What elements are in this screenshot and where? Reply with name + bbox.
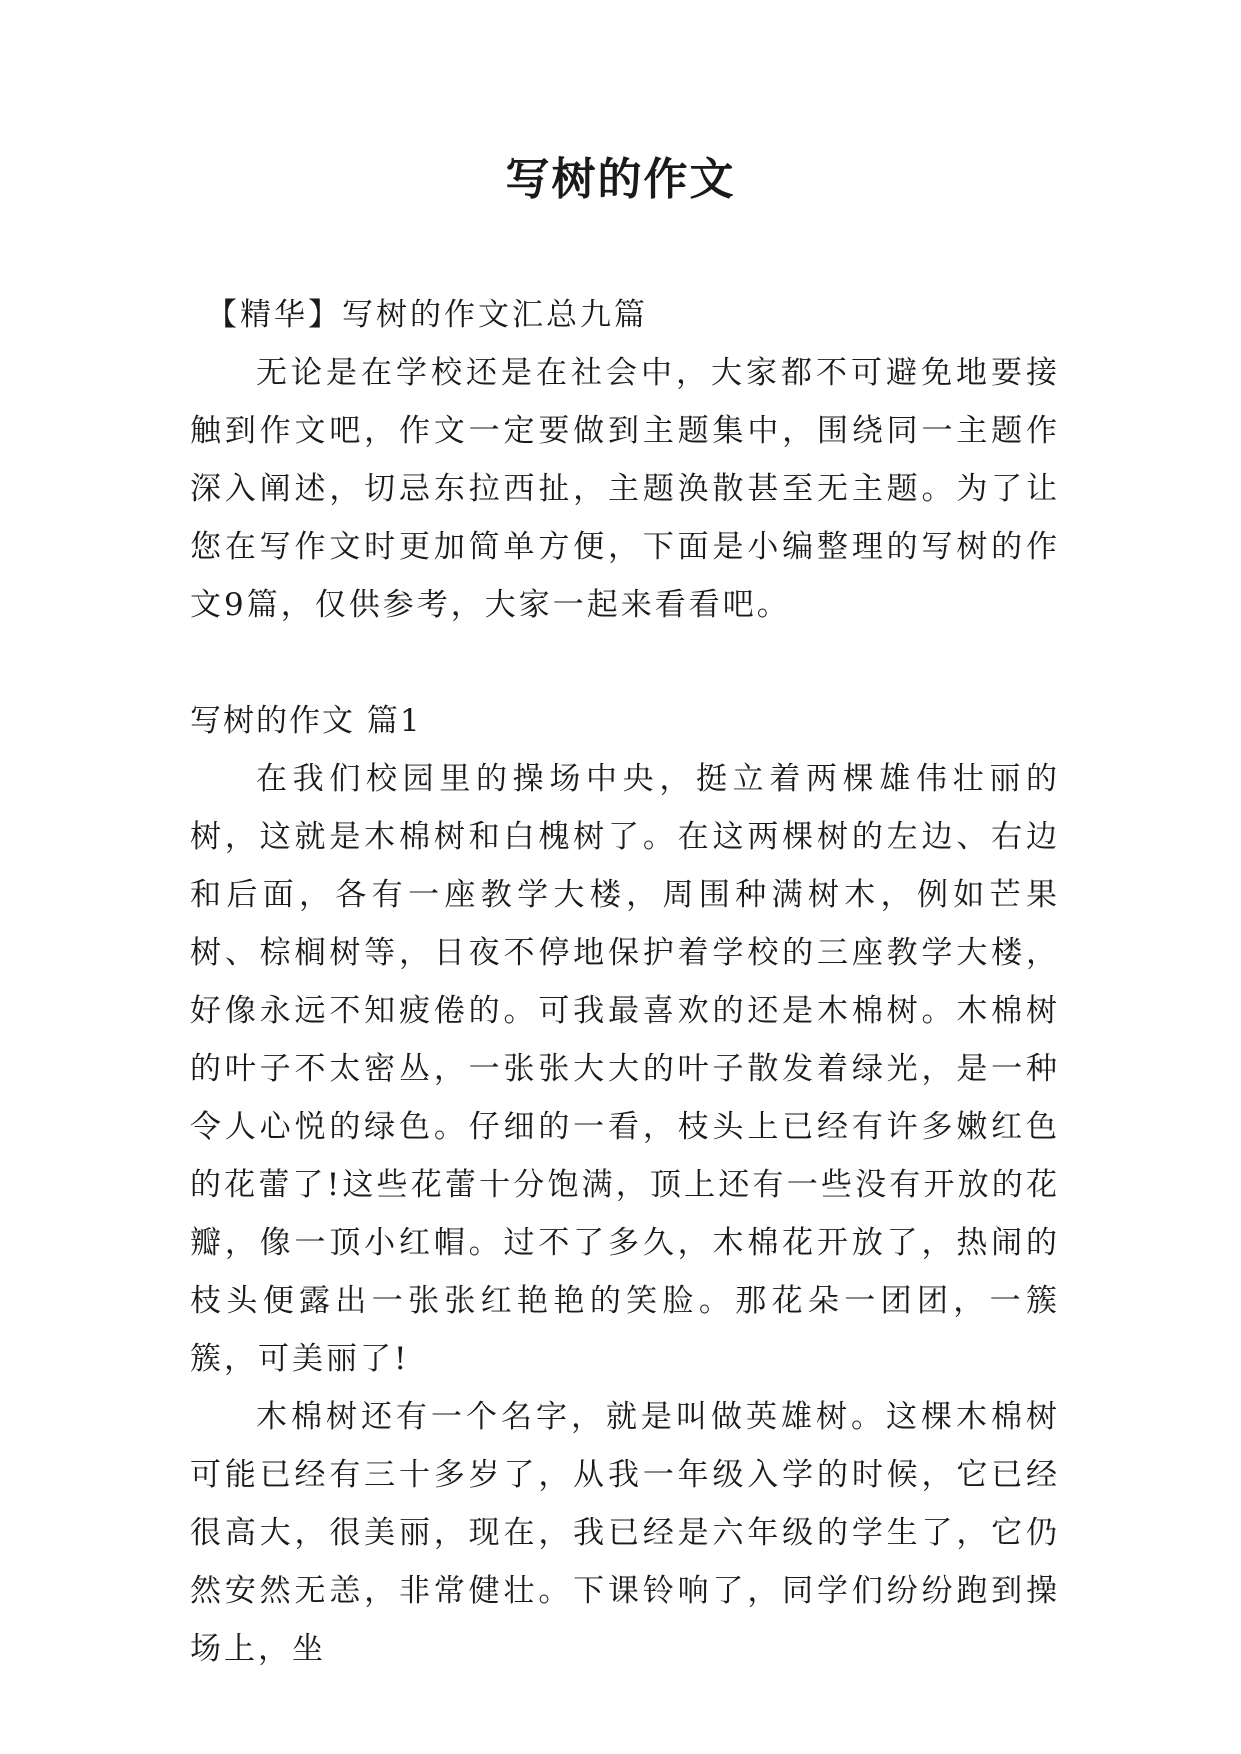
section-heading: 写树的作文 篇1: [190, 703, 422, 739]
document-title: 写树的作文: [505, 154, 736, 205]
paragraph-spacer: [190, 634, 1060, 692]
document-body: [190, 286, 1060, 1678]
intro-paragraph: 无论是在学校还是在社会中，大家都不可避免地要接触到作文吧，作文一定要做到主题集中，围绕同一主题作深入阐述，切忌东拉西扯，主题涣散甚至无主题。为了让您在写作文时更加简单方便，下面是小编整理的写树的作文9篇，仅供参考，大家一起来看看吧。: [190, 355, 1060, 623]
section-paragraph: 在我们校园里的操场中央，挺立着两棵雄伟壮丽的树，这就是木棉树和白槐树了。在这两棵树的左边、右边和后面，各有一座教学大楼，周围种满树木，例如芒果树、棕榈树等，日夜不停地保护着学校的三座教学大楼，好像永远不知疲倦的。可我最喜欢的还是木棉树。木棉树的叶子不太密丛，一张张大大的叶子散发着绿光，是一种令人心悦的绿色。仔细的一看，枝头上已经有许多嫩红色的花蕾了!这些花蕾十分饱满，顶上还有一些没有开放的花瓣，像一顶小红帽。过不了多久，木棉花开放了，热闹的枝头便露出一张张红艳艳的笑脸。那花朵一团团，一簇簇，可美丽了!: [190, 761, 1060, 1377]
document-subtitle: 【精华】写树的作文汇总九篇: [206, 297, 648, 333]
section-paragraph: 木棉树还有一个名字，就是叫做英雄树。这棵木棉树可能已经有三十多岁了，从我一年级入学的时候，它已经很高大，很美丽，现在，我已经是六年级的学生了，它仍然安然无恙，非常健壮。下课铃响了，同学们纷纷跑到操场上，坐: [190, 1399, 1060, 1667]
